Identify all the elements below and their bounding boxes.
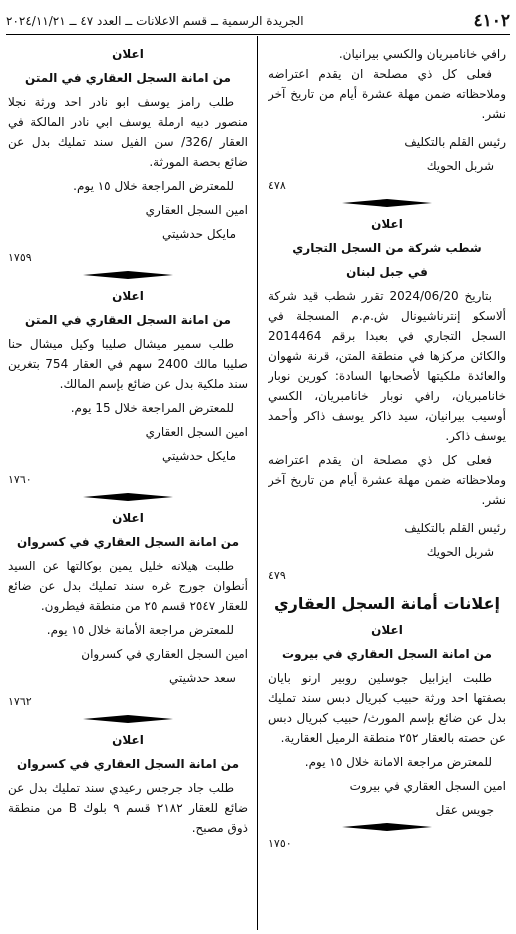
notice-body: طلبت ايزابيل جوسلين روبير ارنو بايان بصفتها احد ورثة حبيب كبريال دبس سند تمليك بدل عن ضائع بإسم المورث/ حبيب كبريال دبس عن حصته بالعقار ٢٥٢ منطقة الرميل العقارية. xyxy=(268,671,506,745)
notice-body: بتاريخ 2024/06/20 تقرر شطب قيد شركة ألاسكو إنترناشيونال ش.م.م المسجلة في السجل التجاري في بعبدا برقم 2014464 والكائن مركزها في منطقة المتن، قرنة شهوان والعائدة ملكيتها لأصحابها السادة: كورين نوبار خانامبريان، رافي نوبار خانامبريان، الكسي أوسيب بيرانيان، سيد ذاكر يوسف ذاكر وأحمد يوسف ذاكر. xyxy=(268,289,506,443)
objection-text: فعلى كل ذي مصلحة ان يقدم اعتراضه وملاحظاته ضمن مهلة عشرة أيام من تاريخ آخر نشر. xyxy=(268,67,506,121)
signature-name: مايكل حدشيتي xyxy=(162,227,236,241)
notice-label: اعلان xyxy=(112,289,144,303)
running-title: الجريدة الرسمية ــ قسم الاعلانات ــ العدد ٤٧ ــ ٢٠٢٤/١١/٢١ xyxy=(6,14,304,28)
notice-heading: من امانة السجل العقاري في المتن xyxy=(25,313,231,327)
signature-title: امين السجل العقاري في كسروان xyxy=(81,647,248,661)
notice-subheading: في جبل لبنان xyxy=(346,265,428,279)
objection-text: للمعترض مراجعة الامانة خلال ١٥ يوم. xyxy=(304,755,492,769)
notice-number: ٤٧٩ xyxy=(268,569,286,582)
separator-ornament xyxy=(8,712,248,726)
section-title: إعلانات أمانة السجل العقاري xyxy=(274,594,500,613)
notice-heading: من امانة السجل العقاري في المتن xyxy=(25,71,231,85)
notice-body: طلب رامز يوسف ابو نادر احد ورثة نجلا منصور دبيه ارملة يوسف ابي نادر المالكة في العقار /326/ سن الفيل سند تمليك بدل عن ضائع بحصة المورثة. xyxy=(8,95,248,169)
notice-heading: من امانة السجل العقاري في بيروت xyxy=(282,647,492,661)
objection-text: للمعترض المراجعة خلال ١٥ يوم. xyxy=(73,179,234,193)
right-column xyxy=(268,44,506,934)
signature-title: امين السجل العقاري xyxy=(145,203,248,217)
notice-body: طلبت هيلانه خليل يمين بوكالتها عن السيد أنطوان جورج غره سند تمليك بدل عن ضائع للعقار ٢٥٤٧ قسم ٢٥ من منطقة فيطرون. xyxy=(8,559,248,613)
column-divider xyxy=(257,36,258,930)
left-column xyxy=(8,44,248,934)
separator-ornament xyxy=(268,820,506,834)
signature-title: رئيس القلم بالتكليف xyxy=(404,521,506,535)
signature-title: رئيس القلم بالتكليف xyxy=(404,135,506,149)
separator-ornament xyxy=(8,268,248,282)
notice-heading: من امانة السجل العقاري في كسروان xyxy=(16,535,240,549)
page-header xyxy=(6,8,510,35)
signature-name: مايكل حدشيتي xyxy=(162,449,236,463)
signature-name: شربل الحويك xyxy=(426,545,494,559)
objection-text: فعلى كل ذي مصلحة ان يقدم اعتراضه وملاحظاته ضمن مهلة عشرة أيام من تاريخ آخر نشر. xyxy=(268,453,506,507)
notice-label: اعلان xyxy=(112,733,144,747)
signature-name: جويس عقل xyxy=(435,803,494,817)
signature-name: شربل الحويك xyxy=(426,159,494,173)
notice-label: اعلان xyxy=(112,47,144,61)
notice-heading: شطب شركة من السجل التجاري xyxy=(292,241,482,255)
notice-label: اعلان xyxy=(371,623,403,637)
page-number: ٤١٠٢ xyxy=(473,11,510,31)
signature-title: امين السجل العقاري xyxy=(145,425,248,439)
signature-title: امين السجل العقاري في بيروت xyxy=(349,779,506,793)
notice-body: طلب سمير ميشال صليبا وكيل ميشال حنا صليبا مالك 2400 سهم في العقار 754 بتغرين سند ملكية بدل عن ضائع بإسم المالك. xyxy=(8,337,248,391)
notice-number: ١٧٦٠ xyxy=(8,473,32,486)
notice-body: طلب جاد جرجس رعيدي سند تمليك بدل عن ضائع للعقار ٢١٨٢ قسم ٩ بلوك B من منطقة ذوق مصبح. xyxy=(8,781,248,835)
notice-number: ١٧٥٩ xyxy=(8,251,32,264)
notice-number: ١٧٥٠ xyxy=(268,837,292,850)
notice-number: ١٧٦٢ xyxy=(8,695,32,708)
continued-text: رافي خانامبريان والكسي بيرانيان. xyxy=(338,47,506,61)
objection-text: للمعترض مراجعة الأمانة خلال ١٥ يوم. xyxy=(46,623,234,637)
notice-label: اعلان xyxy=(371,217,403,231)
notice-number: ٤٧٨ xyxy=(268,179,286,192)
separator-ornament xyxy=(8,490,248,504)
notice-label: اعلان xyxy=(112,511,144,525)
separator-ornament xyxy=(268,196,506,210)
notice-heading: من امانة السجل العقاري في كسروان xyxy=(16,757,240,771)
objection-text: للمعترض المراجعة خلال 15 يوم. xyxy=(70,401,234,415)
signature-name: سعد حدشيتي xyxy=(169,671,236,685)
